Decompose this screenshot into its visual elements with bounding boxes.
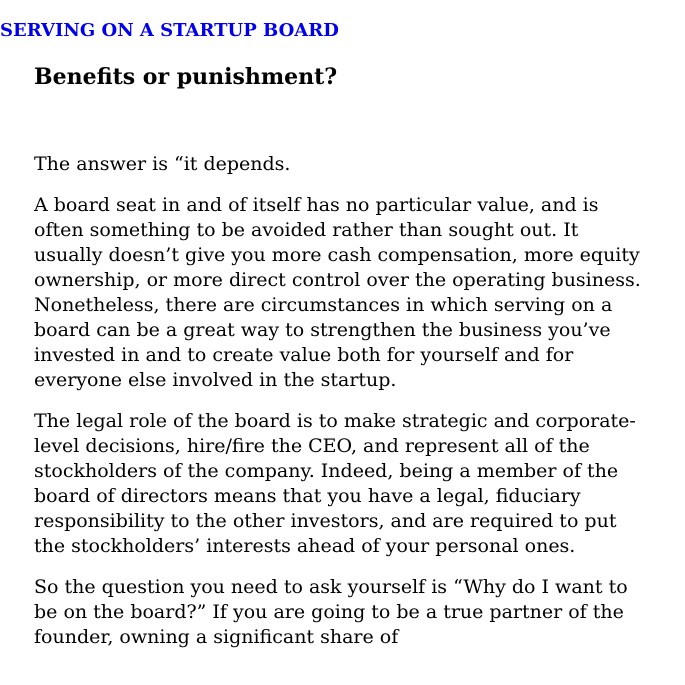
article-title: Benefits or punishment? [34,64,338,90]
paragraph-3: The legal role of the board is to make strategic and corporate-level decisions, hire/fire the CEO, and represent all of the stockholders of the company. Indeed, being a member of the board of directors means that you have a legal, fiduciary responsibility to the other investors, and are required to put the stockholders’ interests ahead of your personal ones. [34,410,636,557]
article-body [34,152,649,650]
paragraph-1: The answer is “it depends. [34,153,291,175]
section-label-link[interactable]: SERVING ON A STARTUP BOARD [0,20,339,41]
article [34,61,649,666]
paragraph-4: So the question you need to ask yourself is “Why do I want to be on the board?” If you are going to be a true partner of the founder, owning a significant share of [34,576,628,648]
paragraph-2: A board seat in and of itself has no particular value, and is often something to be avoided rather than sought out. It usually doesn’t give you more cash compensation, more equity ownership, or more direct control over the operating business. Nonetheless, there are circumstances in which serving on a board can be a great way to strengthen the business you’ve invested in and to create value both for yourself and for everyone else involved in the startup. [34,194,641,391]
